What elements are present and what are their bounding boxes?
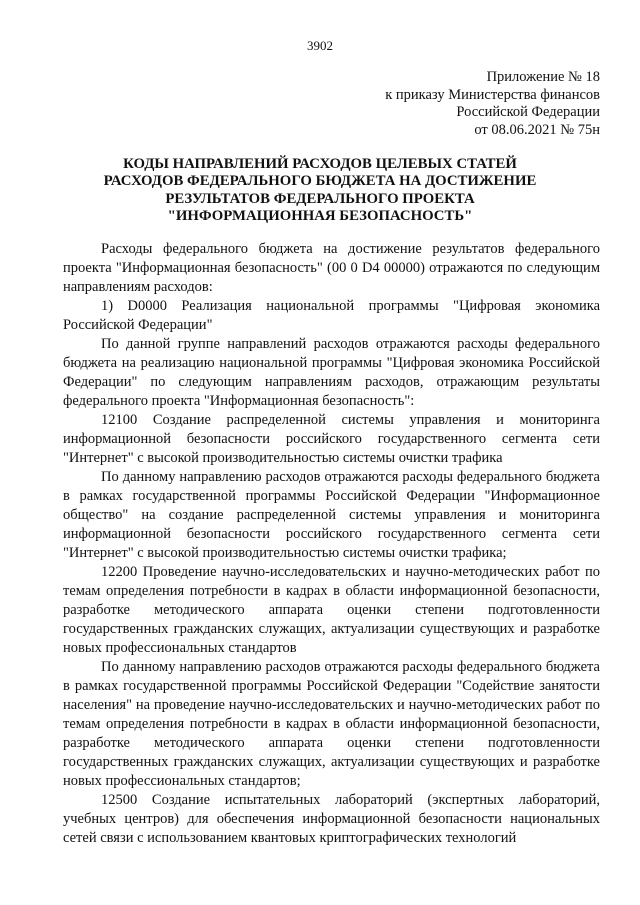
appendix-line: к приказу Министерства финансов — [385, 86, 600, 103]
appendix-block — [385, 69, 600, 139]
paragraph-12500-heading: 12500 Создание испытательных лабораторий (экспертных лабораторий, учебных центров) для обеспечения информационной безопасности национальных сетей связи с использованием квантовых криптографических технологий — [63, 792, 600, 846]
appendix-line: Приложение № 18 — [486, 69, 600, 85]
title-line: "ИНФОРМАЦИОННАЯ БЕЗОПАСНОСТЬ" — [167, 207, 473, 224]
document-title — [0, 156, 640, 225]
page-number: 3902 — [307, 38, 333, 53]
document-body — [63, 240, 600, 848]
paragraph-12200-heading: 12200 Проведение научно-исследовательских и научно-методических работ по темам определения потребности в кадрах в области информационной безопасности, разработке методического аппарата оценки степени подготовленности государственных гражданских служащих, актуализации существующих и разработке новых профессиональных стандартов — [63, 564, 600, 656]
title-line: РАСХОДОВ ФЕДЕРАЛЬНОГО БЮДЖЕТА НА ДОСТИЖЕНИЕ — [103, 173, 537, 190]
paragraph-12200-description: По данному направлению расходов отражаются расходы федерального бюджета в рамках государственной программы Российской Федерации "Содействие занятости населения" на проведение научно-исследовательских и научно-методических работ по темам определения потребности в кадрах в области информационной безопасности, разработке методического аппарата оценки степени подготовленности государственных гражданских служащих, актуализации существующих и разработке новых профессиональных стандартов; — [63, 659, 600, 789]
title-line: РЕЗУЛЬТАТОВ ФЕДЕРАЛЬНОГО ПРОЕКТА — [165, 190, 475, 207]
paragraph-intro: Расходы федерального бюджета на достижение результатов федерального проекта "Информационная безопасность" (00 0 D4 00000) отражаются по следующим направлениям расходов: — [63, 241, 600, 295]
appendix-line: Российской Федерации — [456, 104, 600, 121]
appendix-line: от 08.06.2021 № 75н — [474, 121, 600, 138]
paragraph-d0000-heading: 1) D0000 Реализация национальной программы "Цифровая экономика Российской Федерации" — [63, 298, 600, 333]
paragraph-12100-description: По данному направлению расходов отражаются расходы федерального бюджета в рамках государственной программы Российской Федерации "Информационное общество" на создание распределенной системы управления и мониторинга информационной безопасности российского государственного сегмента сети "Интернет" с высокой производительностью системы очистки трафика; — [63, 469, 600, 561]
title-line: КОДЫ НАПРАВЛЕНИЙ РАСХОДОВ ЦЕЛЕВЫХ СТАТЕЙ — [123, 156, 517, 172]
paragraph-d0000-description: По данной группе направлений расходов отражаются расходы федерального бюджета на реализацию национальной программы "Цифровая экономика Российской Федерации" по следующим направлениям расходов, отражающим результаты федерального проекта "Информационная безопасность": — [63, 336, 600, 409]
paragraph-12100-heading: 12100 Создание распределенной системы управления и мониторинга информационной безопасности российского государственного сегмента сети "Интернет" с высокой производительностью системы очистки трафика — [63, 412, 600, 466]
